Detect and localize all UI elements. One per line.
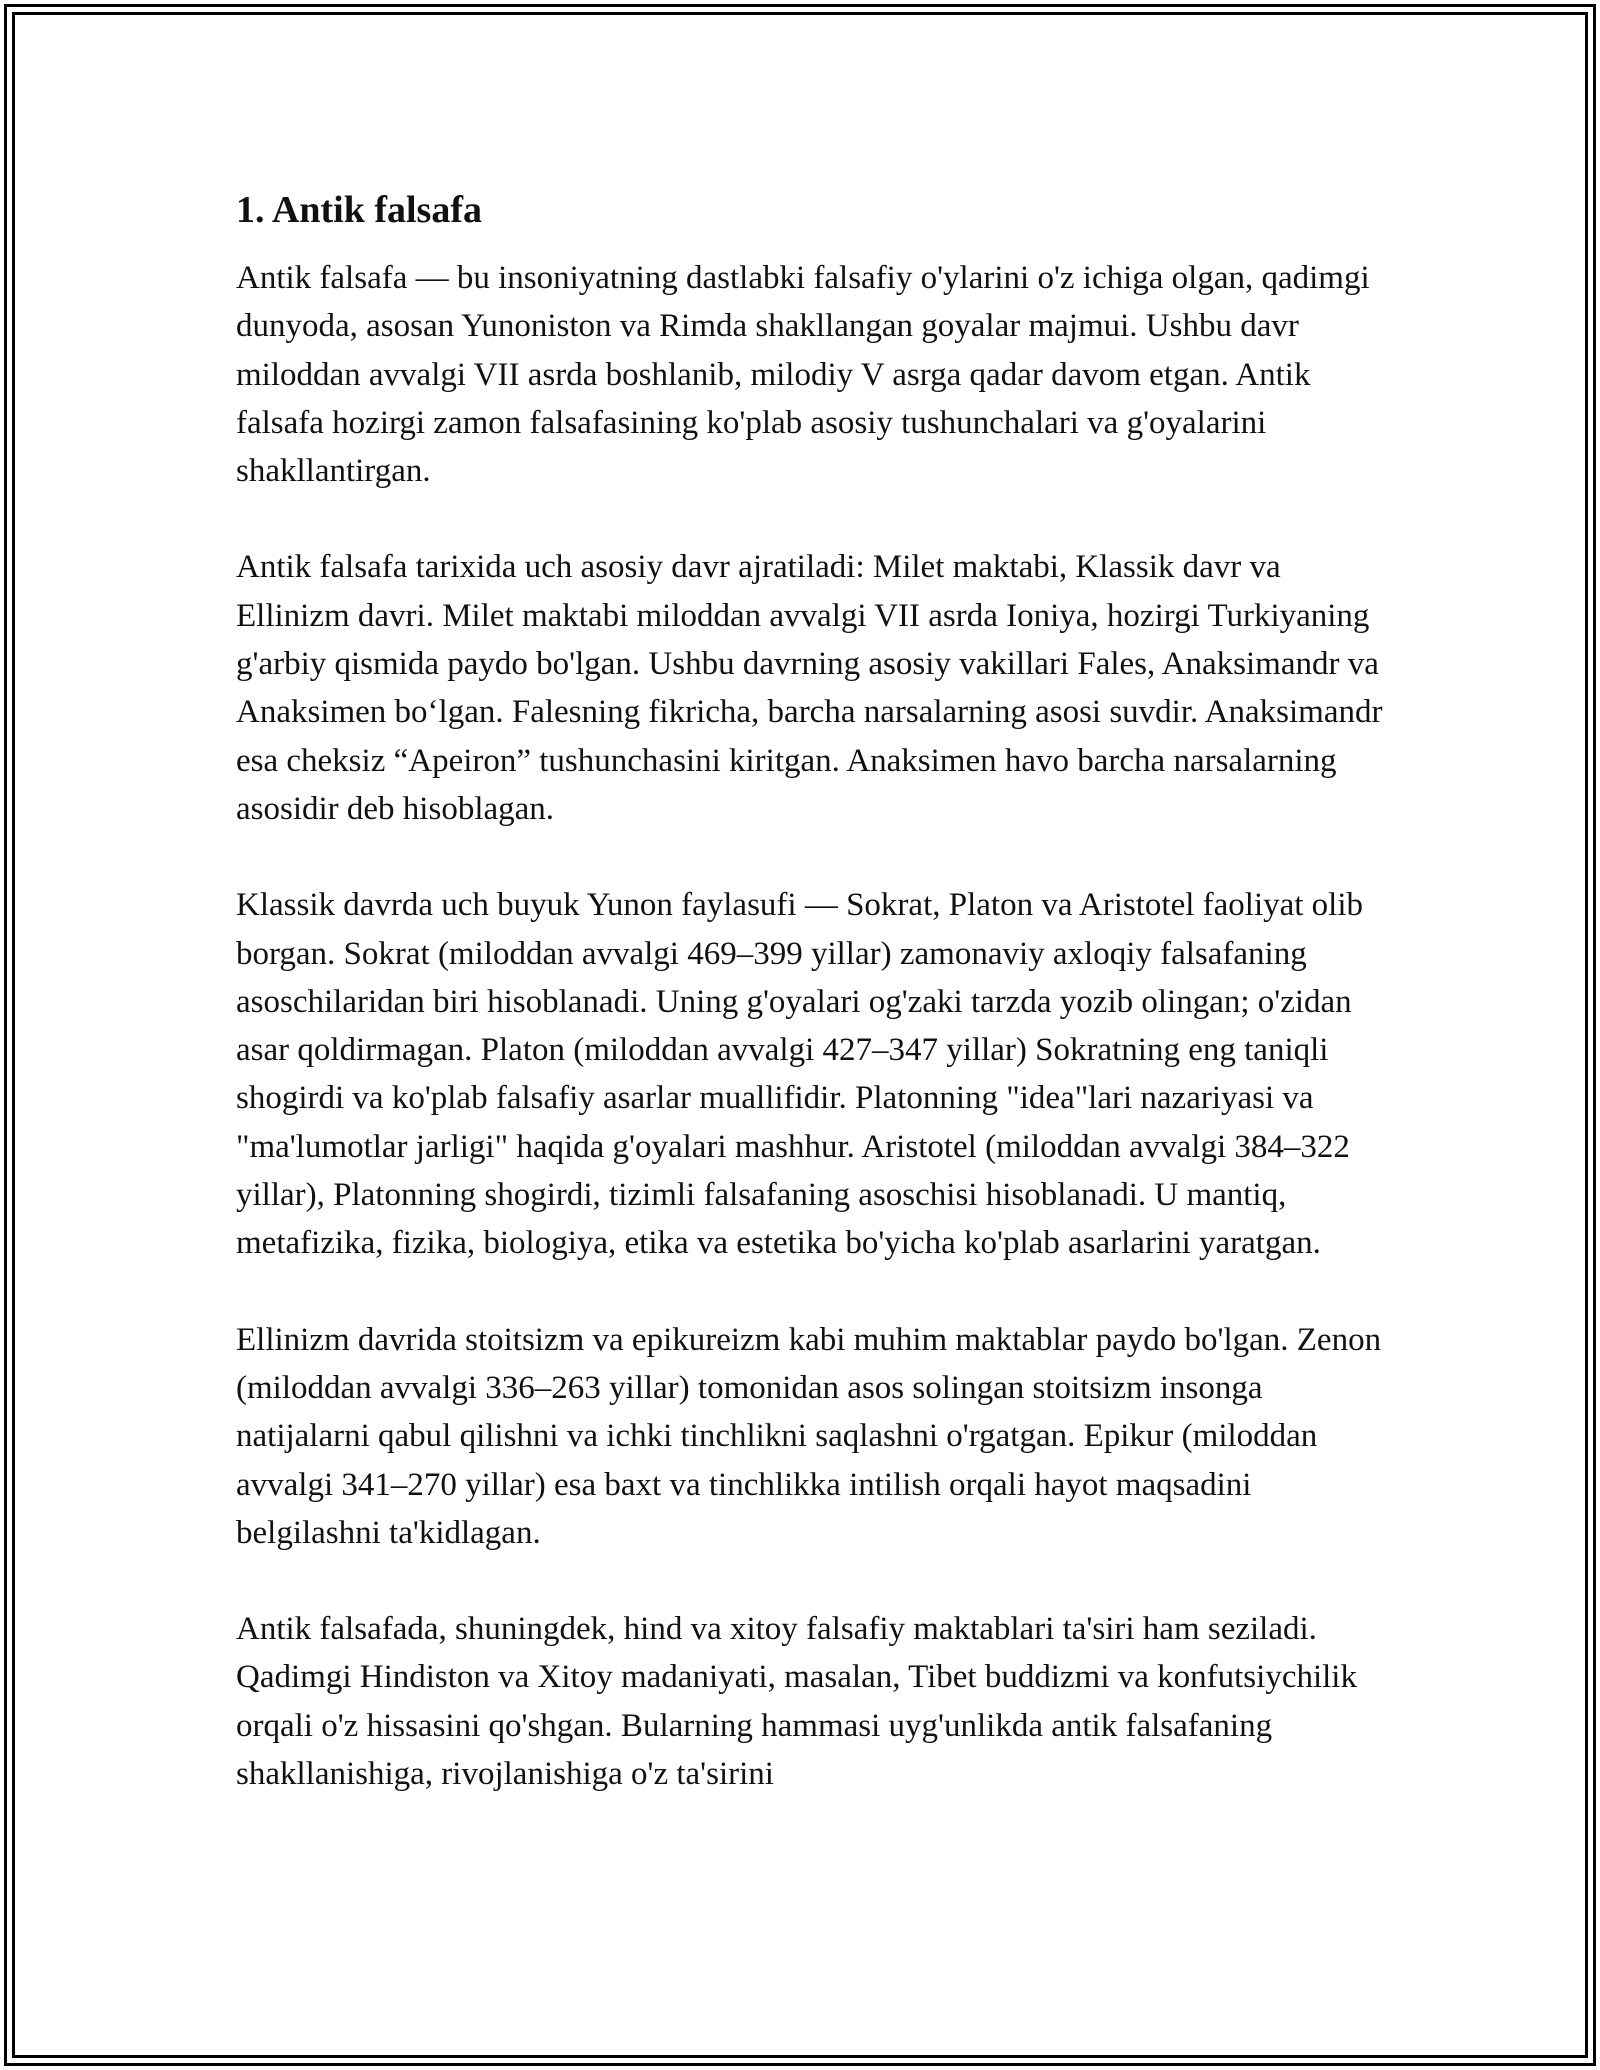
paragraph-eastern-influence: Antik falsafada, shuningdek, hind va xitoy falsafiy maktablari ta'siri ham seziladi. Qadimgi Hindiston va Xitoy madaniyati, masalan, Tibet buddizmi va konfutsiychilik orqali o'z hissasini qo'shgan. Bularning hammasi uyg'unlikda antik falsafaning shakllanishiga, rivojlanishiga o'z ta'sirini [236, 1611, 1357, 1793]
paragraph-intro: Antik falsafa — bu insoniyatning dastlabki falsafiy o'ylarini o'z ichiga olgan, qadimgi dunyoda, asosan Yunoniston va Rimda shakllangan goyalar majmui. Ushbu davr miloddan avvalgi VII asrda boshlanib, milodiy V asrga qadar davom etgan. Antik falsafa hozirgi zamon falsafasining ko'plab asosiy tushunchalari va g'oyalarini shakllantirgan. [236, 260, 1370, 490]
paragraph-classical: Klassik davrda uch buyuk Yunon faylasufi — Sokrat, Platon va Aristotel faoliyat olib borgan. Sokrat (miloddan avvalgi 469–399 yillar) zamonaviy axloqiy falsafaning asoschilaridan biri hisoblanadi. Uning g'oyalari og'zaki tarzda yozib olingan; o'zidan asar qoldirmagan. Platon (miloddan avvalgi 427–347 yillar) Sokratning eng taniqli shogirdi va ko'plab falsafiy asarlar muallifidir. Platonning "idea"lari nazariyasi va "ma'lumotlar jarligi" haqida g'oyalari mashhur. Aristotel (miloddan avvalgi 384–322 yillar), Platonning shogirdi, tizimli falsafaning asoschisi hisoblanadi. U mantiq, metafizika, fizika, biologiya, etika va estetika bo'yicha ko'plab asarlarini yaratgan. [236, 887, 1364, 1262]
document-body [236, 186, 1386, 1846]
section-heading: 1. Antik falsafa [236, 189, 482, 231]
paragraph-hellenism: Ellinizm davrida stoitsizm va epikureizm kabi muhim maktablar paydo bo'lgan. Zenon (miloddan avvalgi 336–263 yillar) tomonidan asos solingan stoitsizm insonga natijalarni qabul qilishni va ichki tinchlikni saqlashni o'rgatgan. Epikur (miloddan avvalgi 341–270 yillar) esa baxt va tinchlikka intilish orqali hayot maqsadini belgilashni ta'kidlagan. [236, 1321, 1382, 1551]
paragraph-periods: Antik falsafa tarixida uch asosiy davr ajratiladi: Milet maktabi, Klassik davr va Ellinizm davri. Milet maktabi miloddan avvalgi VII asrda Ioniya, hozirgi Turkiyaning g'arbiy qismida paydo bo'lgan. Ushbu davrning asosiy vakillari Fales, Anaksimandr va Anaksimen bo‘lgan. Falesning fikricha, barcha narsalarning asosi suvdir. Anaksimandr esa cheksiz “Apeiron” tushunchasini kiritgan. Anaksimen havo barcha narsalarning asosidir deb hisoblagan. [236, 549, 1383, 827]
